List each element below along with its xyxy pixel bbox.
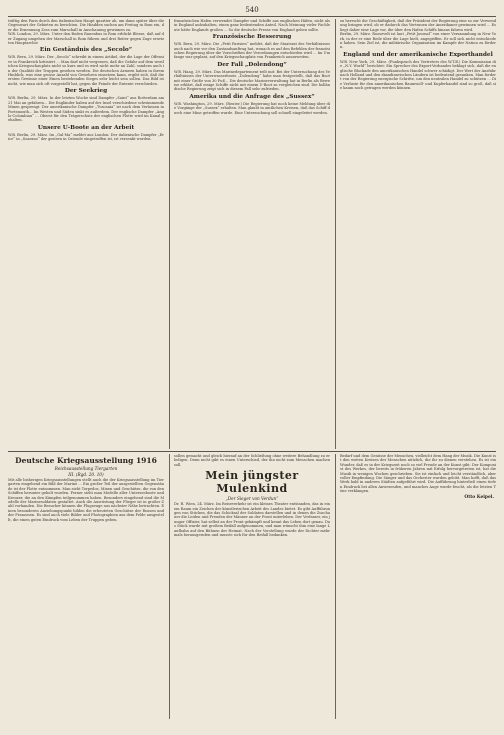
article-subhead: III. (Rgd. 20. 10) (68, 472, 104, 477)
article-headline: Unsere U-Boote an der Arbeit (37, 124, 135, 131)
section-divider (8, 451, 496, 452)
article-headline: Der Fall „Dolendong“ (217, 61, 287, 68)
top-rule (8, 16, 496, 17)
article-text: W.B. Berlin, 29. März. In der letzten Woche sind Dampfer „Saint“ aus Rotterdam am 21 Mai an gefahren... Die Engländer haben auf der Insel verschiedene schwimmende Minen gesprengt. Der amerikanische Dampfer „Tuscania“ ist nach dem Verlassen in Portsmouth... Im Westen und Süden sinkt es außerdem. Der englische Dampfer „Anglo-Colombian“ ... Oberst für den Trägerschutz der englischen Flotte wird im Kanal gehalten. (8, 96, 164, 123)
article-headline: Ein Geständnis des „Secolo“ (39, 47, 133, 54)
author-signature: Otto Keipel. (464, 494, 494, 500)
top-column-3 (335, 19, 496, 449)
article-text: Bedarf und dem Genüsse der Menschen, vielleicht dem Hang der Musik. Die Kunst ist den weiten Kreisen der Menschen nützlich, die ihr zu dienen verstehen. Es ist ein Wunder, daß es in der Kriegszeit noch so viel Freude an der Kunst gibt. Der Komponist des Werkes, der bereits in früheren Jahren mit Erfolg hervorgetreten ist, hat die Musik in wenigen Wochen geschrieben. Sie ist einfach und leicht verständlich, aber voller Empfindung. Die Sänger und das Orchester wurden gelobt. Man hofft, daß das Werk bald in anderen Städten aufgeführt wird. Die Aufführung hinterließ einen tiefen Eindruck bei allen Anwesenden, und manches Auge wurde feucht, als die letzten Töne verklangen. (340, 454, 496, 494)
article-subhead: Reichsausstellung Tiergarten (54, 466, 118, 471)
article-text: Dr. R. Wien, 24. März. Im Reiseverkehr ist ein kleines Theater entstanden, das in einem Raum ein Zeichen der künstlerischen Arbeit des Landes bietet. Es gibt Aufführungen von Stücken, die das Schicksal der Soldaten darstellen und in denen die Zuschauer die Leiden und Freuden der Männer an der Front miterleben. Der Verfasser, ein junger Offizier, hat selbst an der Front gekämpft und kennt das Leben dort genau. Das Stück wurde mit großem Beifall aufgenommen, und man wünscht ihm eine lange Laufbahn auf den Bühnen der Heimat. Nach der Vorstellung wurde der Dichter mehrmals herausgerufen und musste sich für den Beifall bedanken. (174, 502, 330, 538)
article-text: träftig den Paris durch den italienischen Haupt quartier ab, um dann später über die Gegenwart der Gebieten zu berichten. Die Hindden suchen am Freitag in Rom ein, der die Ernennung Zoss zum Marschall in Anschauung gewinnen zu. (8, 19, 164, 32)
article-subhead: „Der Sieger von Verdun“ (225, 496, 279, 502)
article-text: zu herrscht die Geschäftigkeit, daß der Präsident der Regierung eine so zur Verwendung bringen wird, ob er dadurch das Vertrauen der Amerikaner gewinnen wird ... Es liegt daher eine Lage vor, die über den Hafen Schiffs hinaus fahren wird. (340, 19, 496, 32)
top-column-1 (8, 19, 164, 449)
bottom-column-1 (8, 454, 164, 719)
article-text: Berlin, 29. März. Roosevelt ist laut „Petit Journal“ von einer Versammlung in New York, in der er eine Rede über die Lage hielt, angegriffen. Er soll sich nicht entschieden haben. Sein Ziel ist, die militärische Organisation im Kampfe der Nation zu fördern. (340, 32, 496, 50)
page-number: 540 (245, 6, 259, 14)
article-headline: Französische Besserung (212, 34, 292, 41)
bottom-section (8, 454, 496, 719)
article-text: W.B. Bern, 29. März. Der „Secolo“ schreibt in einem Artikel, der die Lage der Offensive in Frankreich kritisiert ... Man darf nicht vergessen, daß die Gefahr auf dem westlichen Kriegsschauplatz nicht so kurz und es wird nicht mehr an Zahl, sondern auch in der Qualität der Truppen gesehen werden. Die deutschen Armeen haben in ihrem Hinblick, was eine grosse Anzahl von Gewehren einsetzen kann, ergibt sich, daß die ersten Gewinne einer Einen bestehenden Sieges sehr leicht sein sollen. Das Bild ist nicht, wie man sich oft vorgestellt hat, gegen die Feinde der Entente verschieden. (8, 55, 164, 86)
article-text: Mit alle bisherigen Kriegsausstellungen stellt auch die der Kriegsausstellung im Tiergarten eingehend ein Bild der Marine ... Ein großer Teil der ausgestellten Gegenstände ist der Flotte entnommen. Man sieht Torpedos, Minen und Geschütze, die von den Schiffen herunter geholt wurden. Ferner sieht man Modelle aller Unterseeboote und Kreuzer, die an den Kämpfen teilgenommen haben. Besonders eingehend sind die Modelle der Marinesoldaten gestaltet. Auch die Ausrüstung der Flieger ist in großer Zahl vorhanden. Die Besucher können die Flugzeuge aus nächster Nähe betrachten. Einen besonderen Anziehungspunkt bilden die erbeuteten Geschütze der Russen und der Franzosen. Es sind auch viele Bilder und Photographien aus dem Felde ausgestellt, die einen guten Eindruck vom Leben der Truppen geben. (8, 478, 164, 522)
article-text: W.B. Haag, 29. März. Das Marinedepartement teilt mit: Bei der Untersuchung des Verhältnisses der Unterwasserboots „Dolendong“ habe man festgestellt, daß das Boot mit einer Größe von 30 Fuß... Die deutsche Marineverwaltung hat in Berlin als Beweise erklärt, daß einige Schiffe nicht mit einem U-Boot zu vergleichen sind. Die holländische Regierung zeigt sich in diesem Fall sehr zufrieden. (174, 69, 330, 92)
feature-headline: Mein jüngster Mulenkind (205, 469, 299, 496)
bottom-column-3 (335, 454, 496, 719)
article-text: französischen Hafen verwendet Dampfer und Schiffe aus englischen Häfen, nicht als in England aufzuhalten, einen ganz bedeutenden Anteil. Nach Meinung vieler Fachleute hätte Englands großen ... So die deutsche Presse von England gehen sollte. (174, 19, 330, 32)
article-text: W.B. Bern, 29. März. Die „Petit Parisien“ meldet, daß der Staatsrat des Verhältnisses auch nach wie vor den Zustandsauftrag hat, wonach es auf den Befehlen der französischen Regierung über die Vorschriften der Verordnungen entschieden wird ... Im Umfange war geplant, auf den Kriegsschauplatz von Frankreich auszuweiten. (174, 42, 330, 60)
article-text: W.B. Washington, 29. März. (Reuter.) Die Regierung hat noch keine Meldung über die Vorgänge der „Sussex“ erhalten. Man glaubt in amtlichen Kreisen, daß das Schiff durch eine Mine getroffen wurde. Eine Untersuchung soll schnell eingeleitet werden. (174, 101, 330, 115)
top-section (8, 19, 496, 449)
top-column-2 (169, 19, 330, 449)
section-headline: Deutsche Kriegsausstellung 1916 (15, 456, 157, 465)
article-text: W.B. Berlin, 29. März. Im „Gal-Ma“ meldet aus London: Der italienische Dampfer „Erice“ in „Soarano“ der gestern in Ostende eingetroffen ist, ist versenkt worden. (8, 132, 164, 142)
bottom-column-2 (169, 454, 330, 719)
article-text: W.B. London, 29. März. Unter den Boden Rauenbus in Rom erblickt Blesse, daß auf der Zugang umgehen der Marschall in Rom führen und drei Reiter gegen Zuge ersetzten Hauptarchiv. (8, 32, 164, 46)
article-text: W.B. New York, 29. März. (Funkspruch des Vertreters des W.T.B.) Die Kommission die „N.Y. World“ berichtet: Ein Sprecher des Export-Verbandes beklagt sich, daß die englische Blockade den amerikanischen Handel schwer schädigt. Der Wert der Ausfuhr nach Holland und den skandinavischen Ländern ist bedeutend gesunken. Man fordert von der Regierung energische Schritte, um den neutralen Handel zu schützen ... Die Verluste für den amerikanischen Baumwoll- und Kupferhandel sind so groß, daß sie kaum noch getragen werden können. (340, 59, 496, 91)
article-text: sollen gemacht und gleich hierauf an der Schließung ohne weitere Behandlung zu erledigen. Denn nicht gibt es einen Unterschied, der ihn nicht zum Menschen machen soll. (174, 454, 330, 467)
article-headline: Amerika und die Anfrage des „Sussex“ (189, 93, 315, 100)
article-headline: Der Seekrieg (64, 88, 108, 95)
article-headline: England und der amerikanische Exporthandel (343, 51, 493, 58)
